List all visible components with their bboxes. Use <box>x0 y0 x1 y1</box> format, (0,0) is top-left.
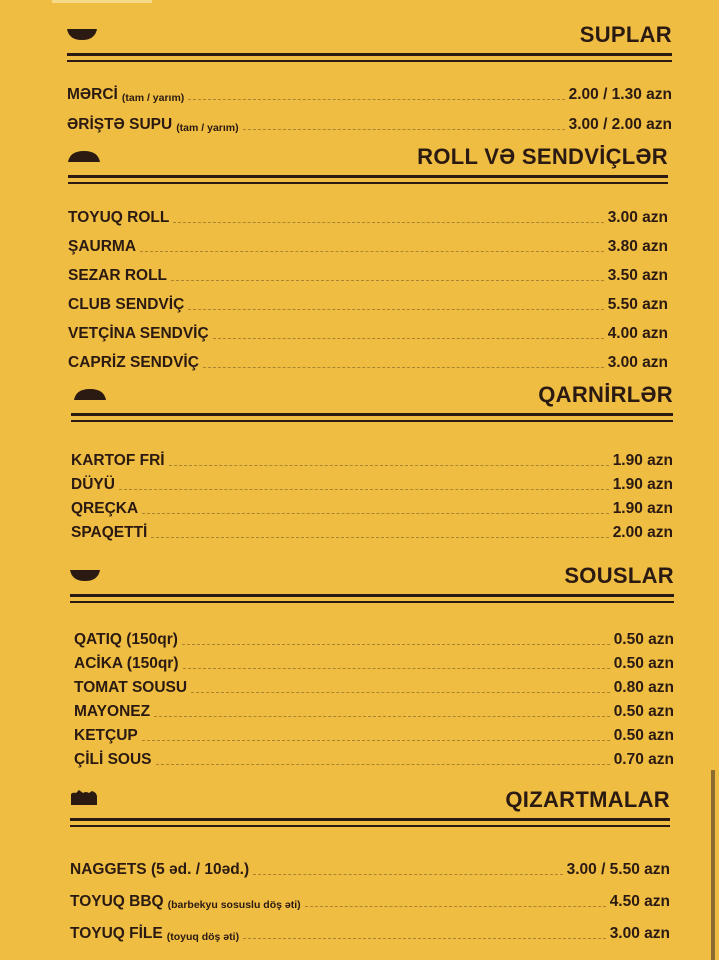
section-title: QARNİRLƏR <box>538 382 673 407</box>
item-price: 3.00 azn <box>607 354 668 371</box>
item-price: 3.00 / 5.50 azn <box>566 861 670 878</box>
item-name: KARTOF FRİ <box>71 452 165 469</box>
menu-item <box>70 911 670 943</box>
leader-dots <box>213 338 604 339</box>
item-price: 5.50 azn <box>607 296 668 313</box>
menu-item <box>74 721 674 745</box>
item-name: TOYUQ ROLL <box>68 209 170 226</box>
leader-dots <box>119 489 609 490</box>
item-name: TOYUQ BBQ <box>70 893 164 910</box>
menu-item <box>70 879 670 911</box>
section-suplar <box>67 18 672 134</box>
item-name: VETÇİNA SENDVİÇ <box>68 325 209 342</box>
item-name: TOMAT SOUSU <box>74 679 188 696</box>
leader-dots <box>183 668 610 669</box>
leader-dots <box>142 513 609 514</box>
leader-dots <box>151 537 608 538</box>
item-price: 1.90 azn <box>612 500 673 517</box>
menu-item <box>67 74 672 104</box>
leader-dots <box>169 465 609 466</box>
scrollbar[interactable] <box>711 770 715 960</box>
item-price: 3.00 / 2.00 azn <box>568 116 672 133</box>
section-header <box>67 18 672 48</box>
item-name: MAYONEZ <box>74 703 151 720</box>
menu-item <box>68 227 668 256</box>
section-title: SUPLAR <box>579 22 672 47</box>
menu-item <box>68 285 668 314</box>
menu-item <box>68 343 668 372</box>
leader-dots <box>305 906 606 907</box>
item-price: 4.50 azn <box>609 893 670 910</box>
menu-item <box>74 697 674 721</box>
divider <box>68 182 668 184</box>
leader-dots <box>182 644 610 645</box>
item-price: 3.00 azn <box>609 925 670 942</box>
divider <box>70 594 674 597</box>
item-name: KETÇUP <box>74 727 138 744</box>
item-price: 0.50 azn <box>613 703 674 720</box>
top-edge-tab <box>52 0 152 3</box>
item-list <box>70 847 670 943</box>
item-price: 0.50 azn <box>613 631 674 648</box>
item-name: ÇİLİ SOUS <box>74 751 152 768</box>
item-name: ACİKA (150qr) <box>74 655 179 672</box>
item-name: CLUB SENDVİÇ <box>68 296 185 313</box>
divider <box>67 53 672 56</box>
leader-dots <box>171 280 604 281</box>
leader-dots <box>191 692 610 693</box>
leader-dots <box>203 367 604 368</box>
item-price: 0.80 azn <box>613 679 674 696</box>
menu-item <box>74 673 674 697</box>
bun-icon <box>68 150 100 168</box>
menu-item <box>70 847 670 879</box>
section-header <box>70 559 674 589</box>
divider <box>71 413 673 416</box>
item-price: 3.00 azn <box>607 209 668 226</box>
bun-icon <box>74 388 106 406</box>
divider <box>70 818 670 821</box>
item-name: DÜYÜ <box>71 476 115 493</box>
leader-dots <box>154 716 610 717</box>
item-price: 4.00 azn <box>607 325 668 342</box>
menu-item <box>71 446 673 470</box>
item-list <box>70 619 674 769</box>
section-souslar <box>70 559 674 769</box>
section-header <box>68 140 668 170</box>
section-qarnirler <box>71 378 673 542</box>
leader-dots <box>188 99 564 100</box>
item-price: 1.90 azn <box>612 476 673 493</box>
section-qizartmalar <box>70 783 670 943</box>
item-price: 1.90 azn <box>612 452 673 469</box>
bowl-icon <box>70 568 100 587</box>
item-name: ƏRİŞTƏ SUPU <box>67 116 173 133</box>
section-title: QIZARTMALAR <box>505 787 670 812</box>
section-header <box>70 783 670 813</box>
menu-item <box>68 256 668 285</box>
menu-item <box>67 104 672 134</box>
item-name: SPAQETTİ <box>71 524 148 541</box>
chicken-icon <box>70 788 98 811</box>
divider <box>67 60 672 62</box>
item-price: 2.00 azn <box>612 524 673 541</box>
item-name: TOYUQ FİLE <box>70 925 163 942</box>
item-price: 3.50 azn <box>607 267 668 284</box>
item-list <box>67 74 672 134</box>
leader-dots <box>140 251 604 252</box>
menu-item <box>71 494 673 518</box>
item-note: (toyuq döş əti) <box>166 931 240 943</box>
menu-item <box>68 314 668 343</box>
item-name: SEZAR ROLL <box>68 267 168 284</box>
divider <box>70 601 674 603</box>
item-price: 3.80 azn <box>607 238 668 255</box>
menu-item <box>68 198 668 227</box>
leader-dots <box>142 740 610 741</box>
divider <box>70 825 670 827</box>
item-list <box>68 198 668 372</box>
menu-item <box>74 745 674 769</box>
leader-dots <box>156 764 610 765</box>
menu-item <box>74 619 674 649</box>
leader-dots <box>173 222 603 223</box>
item-name: ŞAURMA <box>68 238 137 255</box>
item-price: 0.50 azn <box>613 655 674 672</box>
item-note: (tam / yarım) <box>176 122 239 134</box>
item-name: CAPRİZ SENDVİÇ <box>68 354 199 371</box>
menu-item <box>74 649 674 673</box>
divider <box>71 420 673 422</box>
item-note: (barbekyu sosuslu döş əti) <box>167 899 301 911</box>
item-name: NAGGETS (5 əd. / 10əd.) <box>70 861 250 878</box>
item-price: 0.70 azn <box>613 751 674 768</box>
section-roll-sendvicler <box>68 140 668 372</box>
menu-item <box>71 470 673 494</box>
leader-dots <box>243 938 606 939</box>
divider <box>68 175 668 178</box>
item-list <box>71 446 673 542</box>
bowl-icon <box>67 27 97 46</box>
leader-dots <box>243 129 565 130</box>
leader-dots <box>188 309 603 310</box>
leader-dots <box>253 874 562 875</box>
item-name: QREÇKA <box>71 500 139 517</box>
item-price: 2.00 / 1.30 azn <box>568 86 672 103</box>
menu-item <box>71 518 673 542</box>
item-name: MƏRCİ <box>67 86 118 103</box>
section-title: ROLL VƏ SENDVİÇLƏR <box>417 144 668 169</box>
section-title: SOUSLAR <box>564 563 674 588</box>
item-name: QATIQ (150qr) <box>74 631 178 648</box>
section-header <box>71 378 673 408</box>
item-price: 0.50 azn <box>613 727 674 744</box>
item-note: (tam / yarım) <box>121 92 185 104</box>
